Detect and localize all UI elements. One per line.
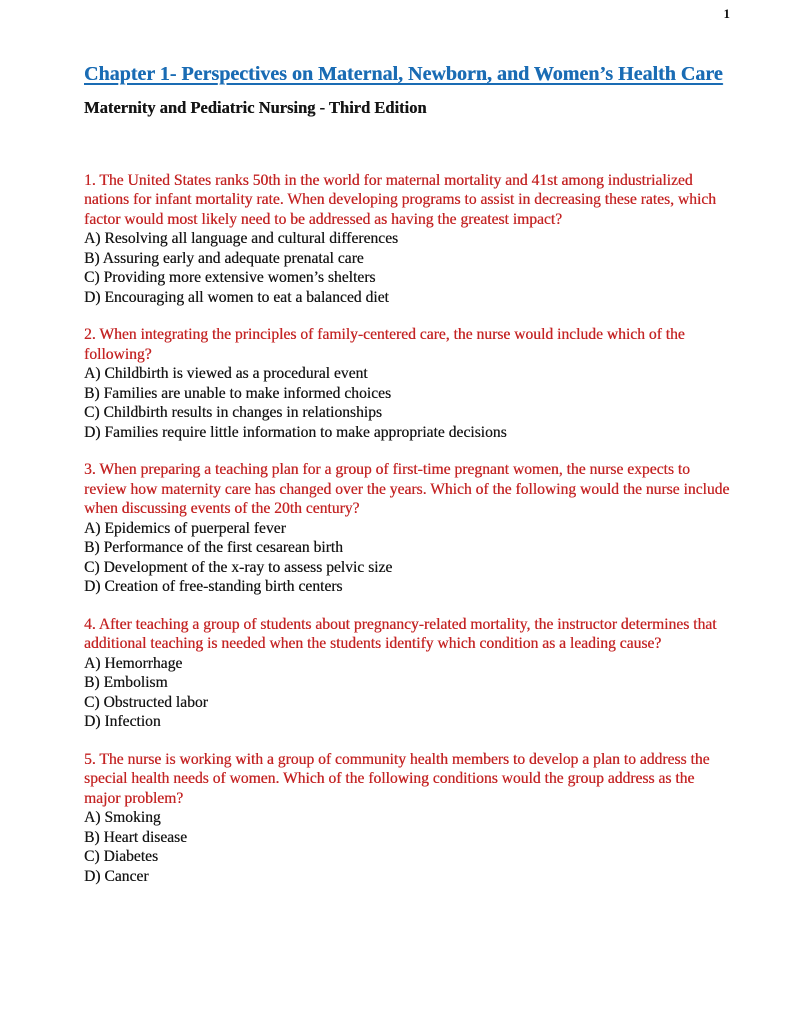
option-text: A) Hemorrhage	[84, 654, 183, 672]
option-text: A) Childbirth is viewed as a procedural event	[84, 365, 368, 383]
option-text: D) Families require little information to make appropriate decisions	[84, 423, 507, 441]
option-text: C) Providing more extensive women’s shelters	[84, 269, 376, 287]
option-text: C) Diabetes	[84, 848, 159, 866]
option-text: C) Development of the x-ray to assess pelvic size	[84, 558, 393, 576]
option-text: C) Obstructed labor	[84, 693, 208, 711]
option-text: B) Embolism	[84, 674, 168, 692]
option-text: A) Resolving all language and cultural differences	[84, 230, 399, 248]
option-text: D) Cancer	[84, 867, 149, 885]
question-block	[84, 615, 730, 732]
question-block	[84, 171, 730, 308]
option-list	[84, 364, 730, 442]
question-text: 5. The nurse is working with a group of community health members to develop a plan to address the special health needs of women. Which of the following conditions would the group address as the major problem?	[84, 750, 710, 807]
question-text: 4. After teaching a group of students about pregnancy-related mortality, the instructor determines that additional teaching is needed when the students identify which condition as a leading cause?	[84, 615, 717, 653]
question-block	[84, 325, 730, 442]
question-text: 1. The United States ranks 50th in the world for maternal mortality and 41st among industrialized nations for infant mortality rate. When developing programs to assist in decreasing these rates, which factor would most likely need to be addressed as having the greatest impact?	[84, 171, 716, 228]
option-list	[84, 808, 730, 886]
book-subtitle: Maternity and Pediatric Nursing - Third Edition	[84, 98, 427, 117]
question-block	[84, 460, 730, 597]
option-text: B) Performance of the first cesarean birth	[84, 539, 343, 557]
option-text: B) Families are unable to make informed choices	[84, 384, 392, 402]
option-list	[84, 519, 730, 597]
chapter-title: Chapter 1- Perspectives on Maternal, Newborn, and Women’s Health Care	[84, 63, 723, 85]
option-text: D) Infection	[84, 713, 161, 731]
option-list	[84, 654, 730, 732]
question-text: 2. When integrating the principles of family-centered care, the nurse would include which of the following?	[84, 326, 685, 363]
option-list	[84, 229, 730, 307]
option-text: A) Smoking	[84, 809, 161, 827]
question-block	[84, 750, 730, 887]
question-list	[84, 171, 730, 887]
question-text: 3. When preparing a teaching plan for a group of first-time pregnant women, the nurse expects to review how maternity care has changed over the years. Which of the following would the nurse include when discussing events of the 20th century?	[84, 461, 730, 518]
option-text: D) Encouraging all women to eat a balanced diet	[84, 288, 389, 306]
option-text: B) Assuring early and adequate prenatal care	[84, 249, 364, 267]
option-text: C) Childbirth results in changes in relationships	[84, 404, 382, 422]
page-number: 1	[723, 6, 730, 21]
option-text: D) Creation of free-standing birth centers	[84, 578, 343, 596]
option-text: B) Heart disease	[84, 828, 188, 846]
option-text: A) Epidemics of puerperal fever	[84, 519, 286, 537]
